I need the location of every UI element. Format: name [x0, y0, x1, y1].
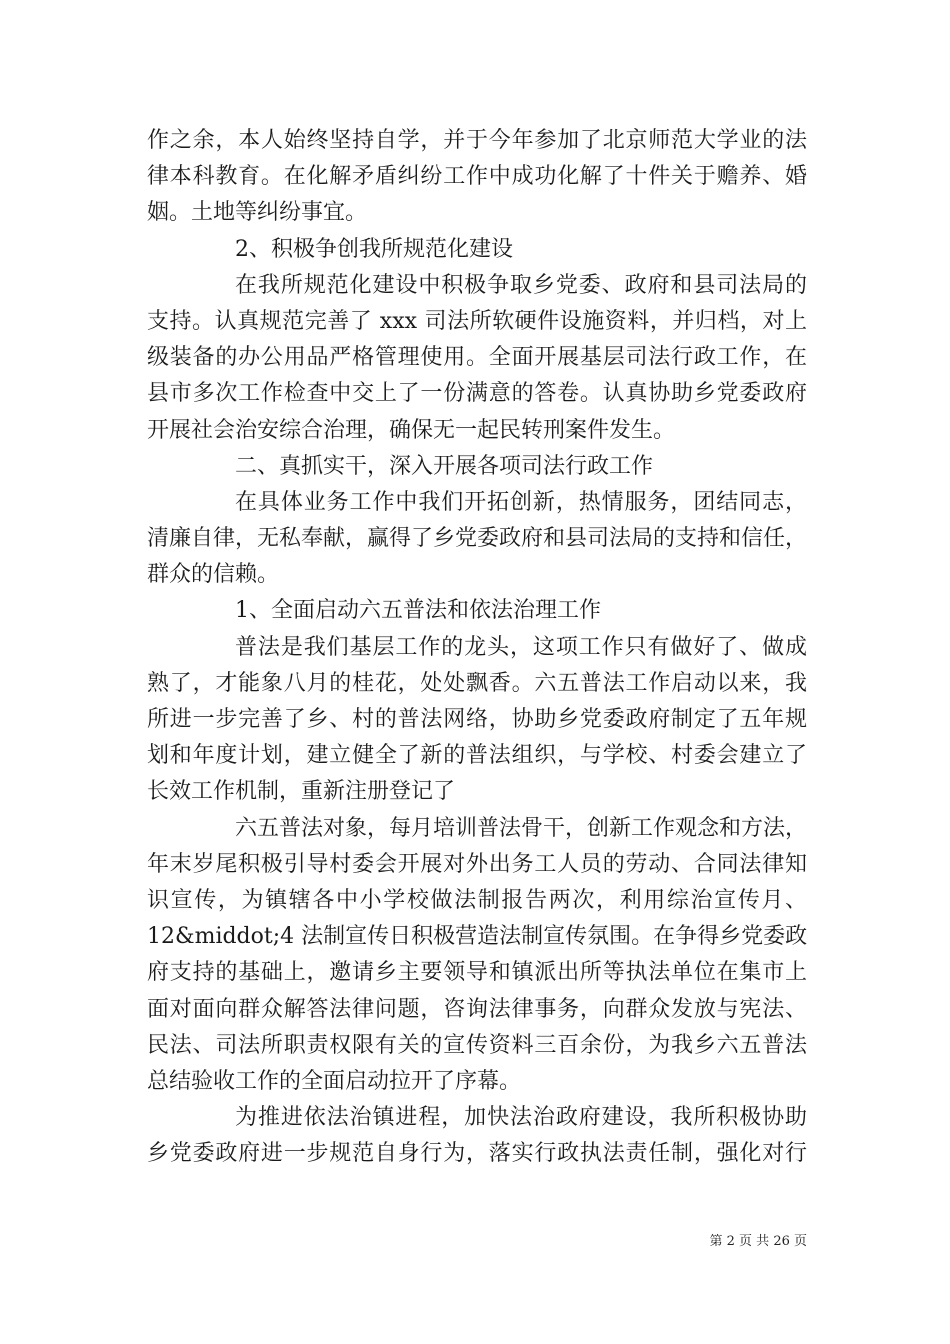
text-line: 为推进依法治镇进程，加快法治政府建设，我所积极协助 [235, 1105, 807, 1131]
text-line: 普法是我们基层工作的龙头，这项工作只有做好了、做成 [235, 634, 807, 660]
text-line: 总结验收工作的全面启动拉开了序幕。 [147, 1068, 522, 1094]
text-line: 面对面向群众解答法律问题，咨询法律事务，向群众发放与宪法、 [147, 996, 807, 1022]
text-line: 年末岁尾积极引导村委会开展对外出务工人员的劳动、合同法律知 [147, 851, 807, 877]
text-line: 律本科教育。在化解矛盾纠纷工作中成功化解了十件关于赡养、婚 [147, 164, 807, 190]
text-line: 清廉自律，无私奉献，赢得了乡党委政府和县司法局的支持和信任， [147, 526, 808, 552]
text-line: 在具体业务工作中我们开拓创新，热情服务，团结同志， [235, 489, 807, 515]
text-line: 熟了，才能象八月的桂花，处处飘香。六五普法工作启动以来，我 [147, 670, 807, 696]
text-line: 开展社会治安综合治理，确保无一起民转刑案件发生。 [147, 417, 676, 443]
text-line: 长效工作机制，重新注册登记了 [147, 779, 456, 805]
text-line: 群众的信赖。 [147, 562, 280, 588]
text-line: 划和年度计划，建立健全了新的普法组织，与学校、村委会建立了 [147, 743, 807, 769]
text-line: 支持。认真规范完善了 xxx 司法所软硬件设施资料，并归档，对上 [147, 308, 807, 334]
document-body [147, 123, 807, 1172]
text-line: 所进一步完善了乡、村的普法网络，协助乡党委政府制定了五年规 [147, 707, 807, 732]
text-line: 12&middot;4 法制宣传日积极营造法制宣传氛围。在争得乡党委政 [147, 924, 808, 950]
page-number-footer: 第 2 页 共 26 页 [709, 1234, 807, 1249]
text-line: 府支持的基础上，邀请乡主要领导和镇派出所等执法单位在集市上 [147, 960, 807, 986]
text-line: 民法、司法所职责权限有关的宣传资料三百余份，为我乡六五普法 [147, 1032, 807, 1058]
text-line: 作之余，本人始终坚持自学，并于今年参加了北京师范大学业的法 [147, 128, 807, 153]
text-line: 乡党委政府进一步规范自身行为，落实行政执法责任制，强化对行 [147, 1141, 807, 1167]
text-line: 县市多次工作检查中交上了一份满意的答卷。认真协助乡党委政府 [147, 381, 807, 407]
text-line: 六五普法对象，每月培训普法骨干，创新工作观念和方法， [235, 815, 808, 841]
text-line: 级装备的办公用品严格管理使用。全面开展基层司法行政工作，在 [147, 345, 807, 371]
text-line: 姻。土地等纠纷事宜。 [147, 200, 368, 226]
section-heading: 2、积极争创我所规范化建设 [235, 236, 513, 262]
section-heading: 1、全面启动六五普法和依法治理工作 [235, 598, 601, 624]
section-heading: 二、真抓实干，深入开展各项司法行政工作 [235, 453, 654, 479]
text-line: 识宣传，为镇辖各中小学校做法制报告两次，利用综治宣传月、 [147, 887, 807, 913]
text-line: 在我所规范化建设中积极争取乡党委、政府和县司法局的 [235, 272, 807, 298]
